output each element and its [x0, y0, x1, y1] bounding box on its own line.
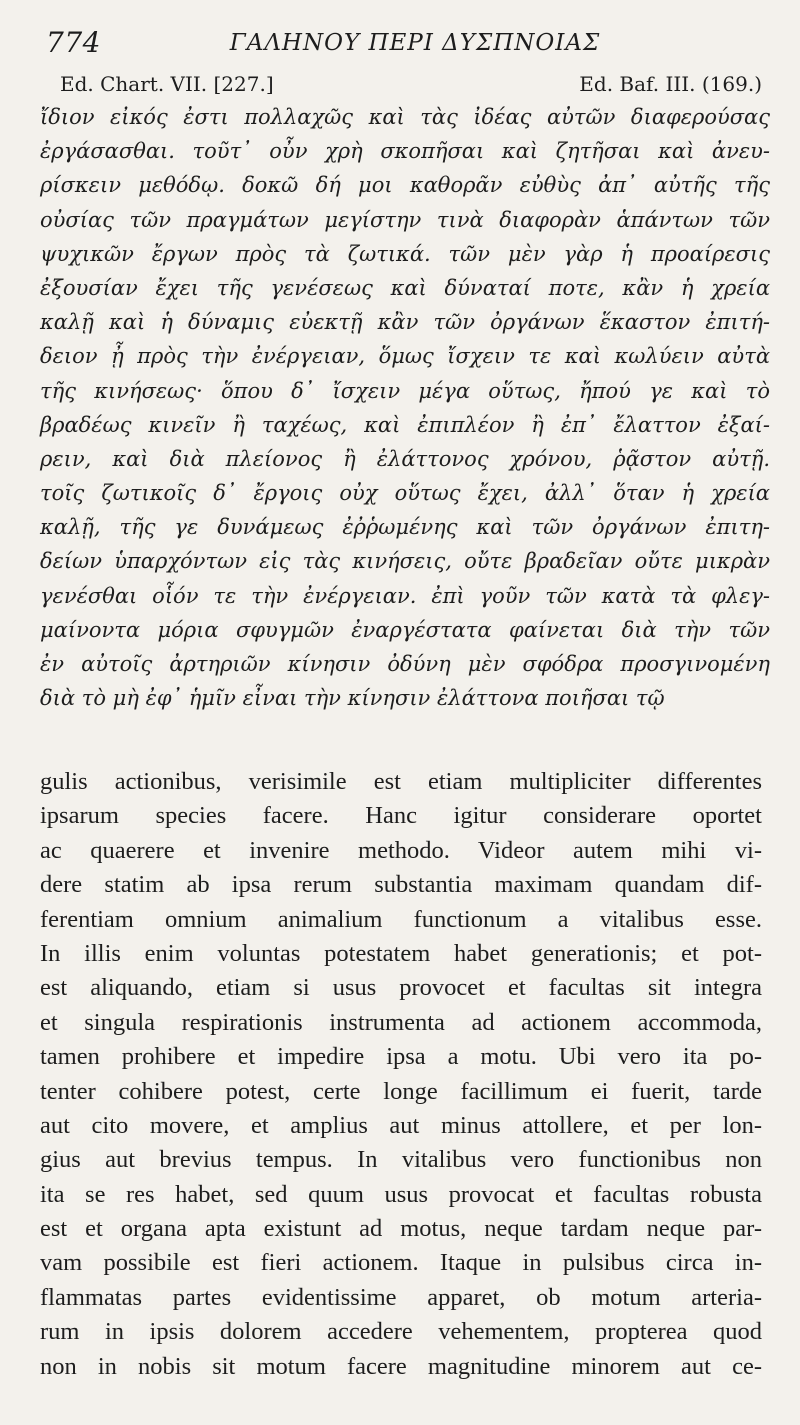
greek-line: δείων ὑπαρχόντων εἰς τὰς κινήσεις, οὔτε βραδεῖαν οὔτε μικρὰν: [40, 549, 770, 574]
running-title: ΓΑΛΗΝΟΥ ΠΕΡΙ ΔΥΣΠΝΟΙΑΣ: [229, 30, 601, 56]
greek-line: γενέσθαι οἷόν τε τὴν ἐνέργειαν. ἐπὶ γοῦν τῶν κατὰ τὰ φλεγ-: [40, 583, 770, 608]
greek-line: ρειν, καὶ διὰ πλείονος ἢ ἐλάττονος χρόνου, ῥᾷστον αὐτῇ.: [40, 446, 770, 471]
latin-line: gius aut brevius tempus. In vitalibus vero functionibus non: [40, 1146, 762, 1174]
latin-line: gulis actionibus, verisimile est etiam multipliciter differentes: [40, 768, 762, 795]
greek-line: καλῇ, τῆς γε δυνάμεως ἐῤῥωμένης καὶ τῶν ὀργάνων ἐπιτη-: [40, 515, 770, 540]
page-number: 774: [46, 26, 101, 59]
latin-line: ita se res habet, sed quum usus provocat et facultas robusta: [40, 1180, 762, 1208]
greek-line: ἐργάσασθαι. τοῦτ᾽ οὖν χρὴ σκοπῆσαι καὶ ζητῆσαι καὶ ἀνευ-: [40, 139, 770, 164]
greek-line: δειον ᾖ πρὸς τὴν ἐνέργειαν, ὅμως ἴσχειν τε καὶ κωλύειν αὐτὰ: [40, 344, 770, 369]
greek-line: βραδέως κινεῖν ἢ ταχέως, καὶ ἐπιπλέον ἢ ἐπ᾽ ἔλαττον ἐξαί-: [40, 412, 770, 437]
latin-line: et singula respirationis instrumenta ad actionem accommoda,: [40, 1008, 762, 1036]
greek-line: ψυχικῶν ἔργων πρὸς τὰ ζωτικά. τῶν μὲν γὰρ ἡ προαίρεσις: [40, 241, 770, 266]
latin-line: dere statim ab ipsa rerum substantia maximam quandam dif-: [40, 871, 762, 899]
greek-line: τοῖς ζωτικοῖς δ᾽ ἔργοις οὐχ οὕτως ἔχει, ἀλλ᾽ ὅταν ἡ χρεία: [40, 481, 770, 506]
latin-line: ac quaerere et invenire methodo. Videor autem mihi vi-: [40, 836, 762, 864]
greek-line: διὰ τὸ μὴ ἐφ᾽ ἡμῖν εἶναι τὴν κίνησιν ἐλάττονα ποιῆσαι τῷ: [40, 686, 665, 711]
latin-line: est et organa apta existunt ad motus, neque tardam neque par-: [40, 1215, 762, 1243]
edition-reference-left: Ed. Chart. VII. [227.]: [60, 72, 274, 96]
greek-line: ἴδιον εἰκός ἐστι πολλαχῶς καὶ τὰς ἰδέας αὐτῶν διαφερούσας: [40, 105, 770, 129]
greek-text-block: [40, 100, 770, 715]
greek-line: ἐξουσίαν ἔχει τῆς γενέσεως καὶ δύναταί ποτε, κἂν ἡ χρεία: [40, 275, 770, 300]
latin-line: ipsarum species facere. Hanc igitur considerare oportet: [40, 802, 762, 830]
latin-line: vam possibile est fieri actionem. Itaque in pulsibus circa in-: [40, 1249, 762, 1277]
latin-text-block: [40, 765, 762, 1384]
latin-line: non in nobis sit motum facere magnitudine minorem aut ce-: [40, 1352, 762, 1380]
greek-line: ἐν αὐτοῖς ἀρτηριῶν κίνησιν ὀδύνη μὲν σφόδρα προσγινομένη: [40, 652, 770, 676]
greek-line: τῆς κινήσεως· ὅπου δ᾽ ἴσχειν μέγα οὕτως, ἤπού γε καὶ τὸ: [40, 378, 770, 403]
latin-line: rum in ipsis dolorem accedere vehementem, propterea quod: [40, 1318, 762, 1346]
edition-reference-right: Ed. Baf. III. (169.): [579, 72, 762, 96]
latin-line: tamen prohibere et impedire ipsa a motu. Ubi vero ita po-: [40, 1043, 762, 1071]
latin-line: est aliquando, etiam si usus provocet et facultas sit integra: [40, 974, 762, 1002]
latin-line: tenter cohibere potest, certe longe facillimum ei fuerit, tarde: [40, 1077, 762, 1105]
latin-line: In illis enim voluntas potestatem habet generationis; et pot-: [40, 939, 762, 967]
latin-line: aut cito movere, et amplius aut minus attollere, et per lon-: [40, 1111, 762, 1139]
greek-line: μαίνοντα μόρια σφυγμῶν ἐναργέστατα φαίνεται διὰ τὴν τῶν: [40, 617, 770, 642]
latin-line: flammatas partes evidentissime apparet, ob motum arteria-: [40, 1283, 762, 1311]
greek-line: ρίσκειν μεθόδῳ. δοκῶ δή μοι καθορᾶν εὐθὺς ἀπ᾽ αὐτῆς τῆς: [40, 173, 770, 198]
latin-line: ferentiam omnium animalium functionum a vitalibus esse.: [40, 905, 762, 933]
greek-line: καλῇ καὶ ἡ δύναμις εὐεκτῇ κἂν τῶν ὀργάνων ἕκαστον ἐπιτή-: [40, 310, 770, 335]
greek-line: οὐσίας τῶν πραγμάτων μεγίστην τινὰ διαφορὰν ἁπάντων τῶν: [40, 207, 770, 232]
